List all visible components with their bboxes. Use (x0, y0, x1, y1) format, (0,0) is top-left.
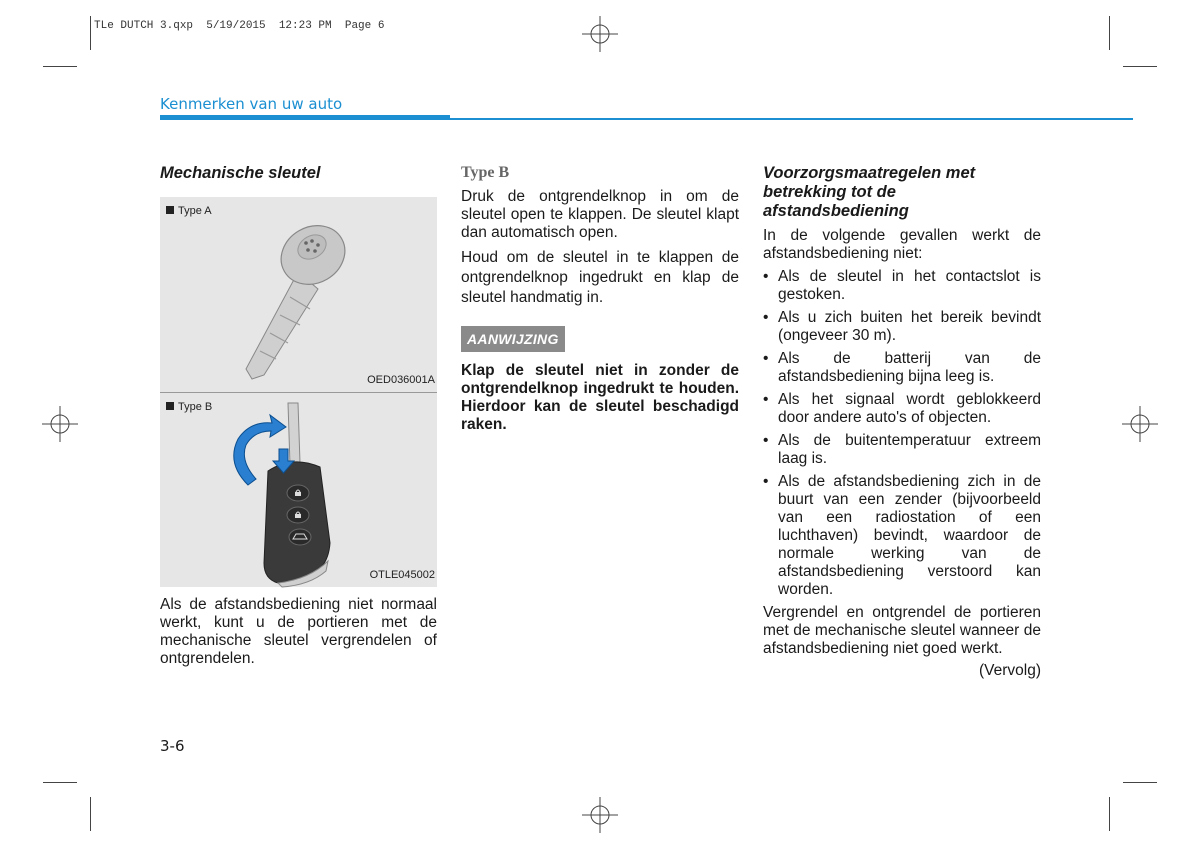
column-1 (160, 164, 437, 668)
list-item: • Als de sleutel in het contactslot is gestoken. (763, 268, 1041, 304)
key-type-b-illustration (160, 393, 437, 588)
figure-label: Type A (166, 202, 212, 220)
crop-mark (43, 66, 77, 67)
precautions-closing: Vergrendel en ontgrendel de portieren met de mechanische sleutel wanneer de afstandsbediening niet goed werkt. (763, 604, 1041, 657)
registration-mark-icon (1122, 406, 1158, 442)
registration-mark-icon (42, 406, 78, 442)
list-item: • Als u zich buiten het bereik bevindt (ongeveer 30 m). (763, 309, 1041, 345)
heading-type-b: Type B (461, 164, 510, 181)
figure-code: OTLE045002 (369, 569, 435, 581)
note-text: Klap de sleutel niet in zonder de ontgrendelknop ingedrukt te houden. Hierdoor kan de sleutel beschadigd raken. (461, 362, 739, 433)
figure-code: OED036001A (367, 374, 435, 386)
crop-mark (1123, 66, 1157, 67)
column-2 (461, 164, 739, 434)
crop-mark (90, 797, 91, 831)
crop-mark (90, 16, 91, 50)
precautions-list (763, 268, 1041, 599)
list-item: • Als de batterij van de afstandsbediening bijna leeg is. (763, 350, 1041, 386)
continued-label: (Vervolg) (978, 662, 1041, 679)
heading-mechanical-key: Mechanische sleutel (160, 164, 321, 182)
list-item: • Als de afstandsbediening zich in de buurt van een zender (bijvoorbeeld van een radiostation of een luchthaven) bevindt, waardoor de normale werking van de afstandsbediening verstoord kan worden. (763, 473, 1041, 599)
list-item: • Als het signaal wordt geblokkeerd door andere auto's of objecten. (763, 391, 1041, 427)
crop-mark (1109, 797, 1110, 831)
figure-label: Type B (166, 398, 212, 416)
precautions-intro: In de volgende gevallen werkt de afstandsbediening niet: (763, 227, 1041, 262)
column-3 (763, 164, 1041, 680)
type-b-paragraph-2: Houd om de sleutel in te klappen de ontgrendelknop ingedrukt en klap de sleutel handmatig in. (461, 249, 739, 306)
section-rule (160, 115, 450, 120)
note-badge: AANWIJZING (461, 326, 565, 352)
figure-type-b (160, 392, 437, 587)
key-type-a-illustration (160, 197, 437, 392)
heading-precautions: Voorzorgsmaatregelen met betrekking tot de afstandsbediening (763, 164, 976, 220)
page-number: 3-6 (160, 737, 185, 755)
crop-mark (1123, 782, 1157, 783)
type-b-paragraph-1: Druk de ontgrendelknop in om de sleutel open te klappen. De sleutel klapt dan automatisch open. (461, 188, 739, 241)
figure-type-a (160, 197, 437, 392)
crop-mark (1109, 16, 1110, 50)
crop-mark (43, 782, 77, 783)
list-item: • Als de buitentemperatuur extreem laag is. (763, 432, 1041, 468)
section-title: Kenmerken van uw auto (160, 95, 343, 113)
registration-mark-icon (582, 16, 618, 52)
print-header: TLe DUTCH 3.qxp 5/19/2015 12:23 PM Page 6 (94, 20, 385, 32)
registration-mark-icon (582, 797, 618, 833)
mechanical-key-paragraph: Als de afstandsbediening niet normaal werkt, kunt u de portieren met de mechanische sleutel vergrendelen of ontgrendelen. (160, 596, 437, 667)
section-rule-thin (450, 118, 1133, 120)
